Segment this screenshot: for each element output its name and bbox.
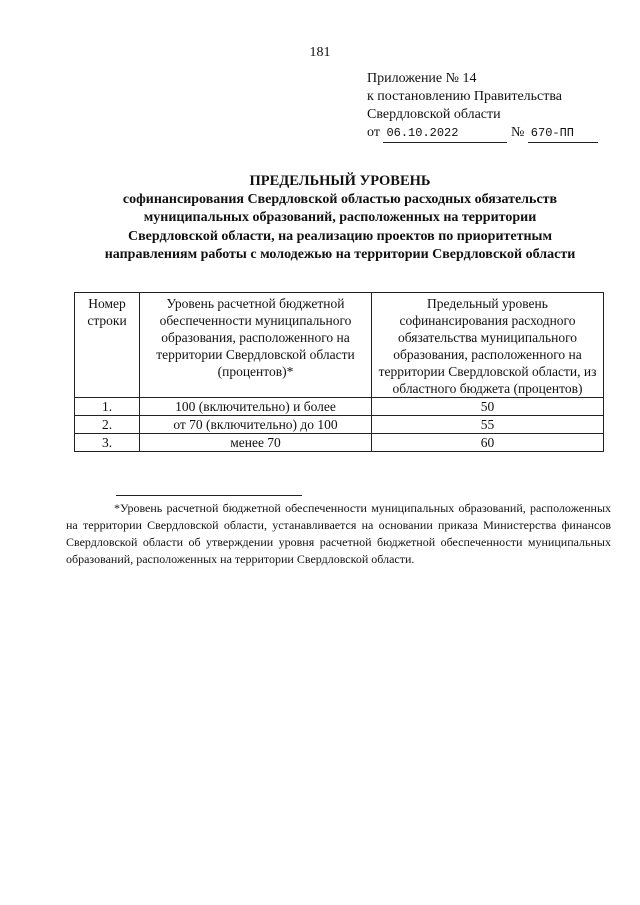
footnote: *Уровень расчетной бюджетной обеспеченности муниципальных образований, расположенных на территории Свердловской области, устанавливается на основании приказа Министерства финансов Свердловской области об утверждении уровня расчетной бюджетной обеспеченности муниципальных образований, расположенных на территории Свердловской области. (66, 501, 611, 566)
title-line-4: направлениям работы с молодежью на территории Свердловской области (104, 247, 576, 262)
table-row (75, 398, 604, 416)
appendix-line-3: Свердловской области (367, 107, 501, 122)
row-number: 3. (75, 434, 140, 452)
budget-level: менее 70 (140, 434, 372, 452)
date-prefix: от (367, 125, 380, 140)
footnote-divider (116, 495, 302, 496)
cofinancing-level: 55 (372, 416, 604, 434)
header-row-number: Номер строки (75, 293, 140, 398)
appendix-line-1: Приложение № 14 (367, 71, 477, 86)
title-line-1: софинансирования Свердловской областью расходных обязательств (122, 191, 558, 207)
cofinancing-level: 60 (372, 434, 604, 452)
budget-level: 100 (включительно) и более (140, 398, 372, 416)
table-row (75, 434, 604, 452)
title-line-2: муниципальных образований, расположенных на территории (143, 210, 537, 225)
row-number: 2. (75, 416, 140, 434)
row-number: 1. (75, 398, 140, 416)
table-row (75, 416, 604, 434)
resolution-number: 670-ПП (528, 124, 598, 143)
number-prefix: № (510, 125, 525, 140)
header-cofinancing-level: Предельный уровень софинансирования расходного обязательства муниципального образования, расположенного на территории Свердловской области, из областного бюджета (процентов) (372, 293, 604, 398)
budget-level: от 70 (включительно) до 100 (140, 416, 372, 434)
appendix-line-2: к постановлению Правительства (367, 89, 563, 104)
resolution-date: 06.10.2022 (383, 124, 507, 143)
title-line-3: Свердловской области, на реализацию проектов по приоритетным (127, 228, 553, 244)
appendix-header (367, 70, 598, 143)
cofinancing-table (74, 292, 604, 452)
document-title (60, 172, 620, 265)
title-main: ПРЕДЕЛЬНЫЙ УРОВЕНЬ (249, 173, 431, 189)
header-budget-level: Уровень расчетной бюджетной обеспеченности муниципального образования, расположенного на территории Свердловской области (процентов)* (140, 293, 372, 398)
appendix-date-line (367, 124, 598, 143)
table-header-row (75, 293, 604, 398)
page-number: 181 (309, 45, 331, 60)
cofinancing-level: 50 (372, 398, 604, 416)
